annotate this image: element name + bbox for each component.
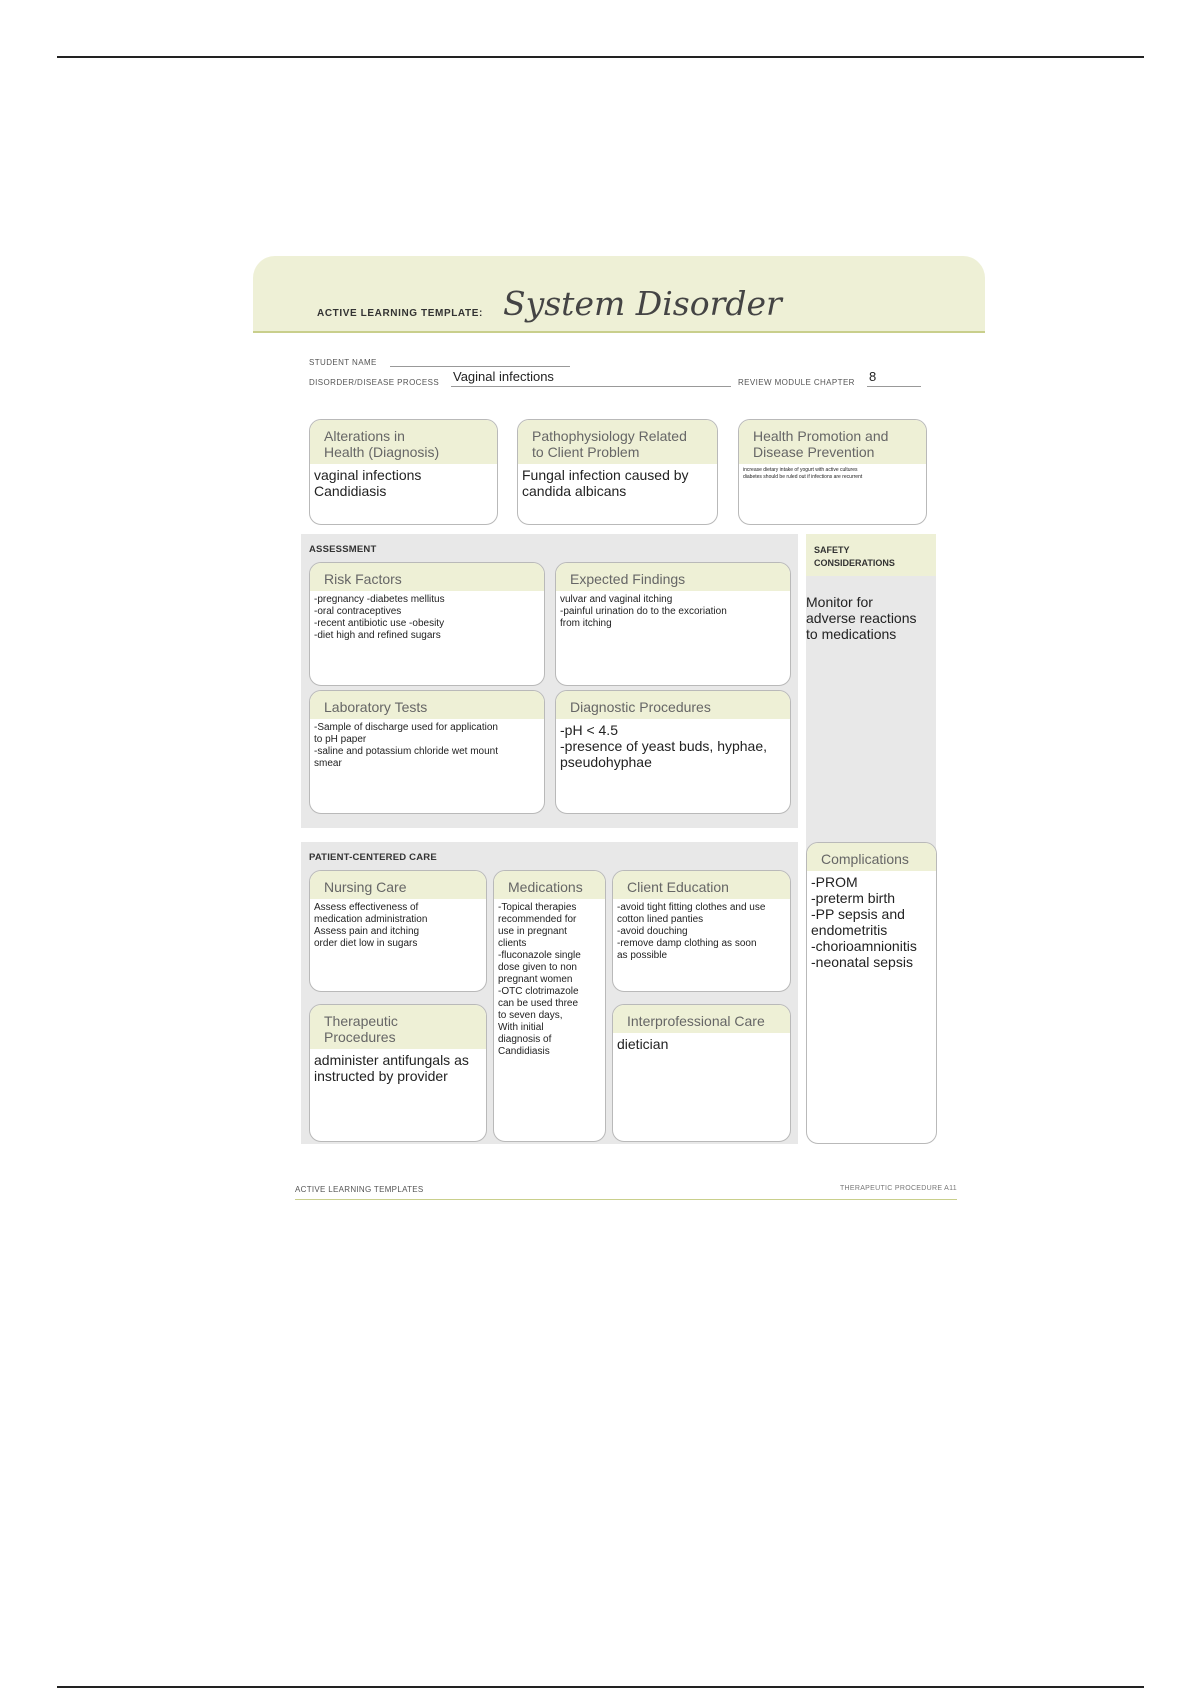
review-module-label: REVIEW MODULE CHAPTER (738, 378, 855, 387)
patient-centered-care-title: PATIENT-CENTERED CARE (309, 852, 437, 863)
pathophysiology-heading: Pathophysiology Related to Client Problem (518, 420, 717, 464)
diagnostic-procedures-body[interactable]: -pH < 4.5 -presence of yeast buds, hyphae, pseudohyphae (560, 722, 768, 770)
expected-findings-body[interactable]: vulvar and vaginal itching -painful urination do to the excoriation from itching (560, 594, 727, 629)
client-education-body[interactable]: -avoid tight fitting clothes and use cotton lined panties -avoid douching -remove damp clothing as soon as possible (617, 902, 766, 961)
nursing-care-card (309, 870, 487, 992)
student-name-line (390, 366, 570, 367)
disorder-value[interactable]: Vaginal infections (453, 369, 554, 384)
health-promotion-heading: Health Promotion and Disease Prevention (739, 420, 926, 464)
complications-body[interactable]: -PROM -preterm birth -PP sepsis and endometritis -chorioamnionitis -neonatal sepsis (811, 874, 917, 970)
disorder-label: DISORDER/DISEASE PROCESS (309, 378, 440, 387)
disorder-line (451, 386, 731, 387)
expected-findings-heading: Expected Findings (556, 563, 790, 591)
review-module-line (867, 386, 921, 387)
interprofessional-care-body[interactable]: dietician (617, 1036, 669, 1052)
template-banner (253, 256, 985, 333)
footer-left: ACTIVE LEARNING TEMPLATES (295, 1185, 424, 1194)
laboratory-tests-body[interactable]: -Sample of discharge used for application to pH paper -saline and potassium chloride wet mount smear (314, 722, 498, 769)
top-rule (57, 56, 1144, 58)
nursing-care-heading: Nursing Care (310, 871, 486, 899)
complications-heading: Complications (807, 843, 936, 871)
footer-right: THERAPEUTIC PROCEDURE A11 (839, 1185, 957, 1192)
risk-factors-card (309, 562, 545, 686)
template-sheet (253, 256, 985, 1201)
nursing-care-body[interactable]: Assess effectiveness of medication administration Assess pain and itching order diet low in sugars (314, 902, 428, 949)
health-promotion-card (738, 419, 927, 525)
review-module-value[interactable]: 8 (869, 369, 877, 384)
client-education-card (612, 870, 791, 992)
alterations-card (309, 419, 498, 525)
therapeutic-procedures-card (309, 1004, 487, 1142)
therapeutic-procedures-heading: Therapeutic Procedures (310, 1005, 486, 1049)
template-label: ACTIVE LEARNING TEMPLATE: (317, 308, 483, 319)
health-promotion-body[interactable]: increase dietary intake of yogurt with active cultures diabetes should be ruled out if infections are recurrent (743, 467, 863, 480)
bottom-rule (57, 1686, 1144, 1688)
pathophysiology-card (517, 419, 718, 525)
pathophysiology-body[interactable]: Fungal infection caused by candida albicans (522, 467, 689, 499)
laboratory-tests-card (309, 690, 545, 814)
diagnostic-procedures-heading: Diagnostic Procedures (556, 691, 790, 719)
alterations-heading: Alterations in Health (Diagnosis) (310, 420, 497, 464)
safety-body[interactable]: Monitor for adverse reactions to medications (806, 594, 917, 642)
medications-card (493, 870, 606, 1142)
medications-heading: Medications (494, 871, 605, 899)
student-name-label: STUDENT NAME (309, 358, 377, 367)
assessment-title: ASSESSMENT (309, 544, 377, 555)
risk-factors-heading: Risk Factors (310, 563, 544, 591)
interprofessional-care-card (612, 1004, 791, 1142)
safety-heading: SAFETY CONSIDERATIONS (806, 534, 936, 576)
expected-findings-card (555, 562, 791, 686)
footer-rule (295, 1199, 957, 1200)
interprofessional-care-heading: Interprofessional Care (613, 1005, 790, 1033)
template-title: System Disorder (503, 284, 782, 323)
medications-body[interactable]: -Topical therapies recommended for use in pregnant clients -fluconazole single dose given to non pregnant women -OTC clotrimazole can be used three to seven days, With initial diagnosis of Candidiasis (498, 902, 581, 1057)
client-education-heading: Client Education (613, 871, 790, 899)
therapeutic-procedures-body[interactable]: administer antifungals as instructed by provider (314, 1052, 469, 1084)
alterations-body[interactable]: vaginal infections Candidiasis (314, 467, 422, 499)
diagnostic-procedures-card (555, 690, 791, 814)
complications-card (806, 842, 937, 1144)
laboratory-tests-heading: Laboratory Tests (310, 691, 544, 719)
risk-factors-body[interactable]: -pregnancy -diabetes mellitus -oral contraceptives -recent antibiotic use -obesity -diet high and refined sugars (314, 594, 445, 641)
